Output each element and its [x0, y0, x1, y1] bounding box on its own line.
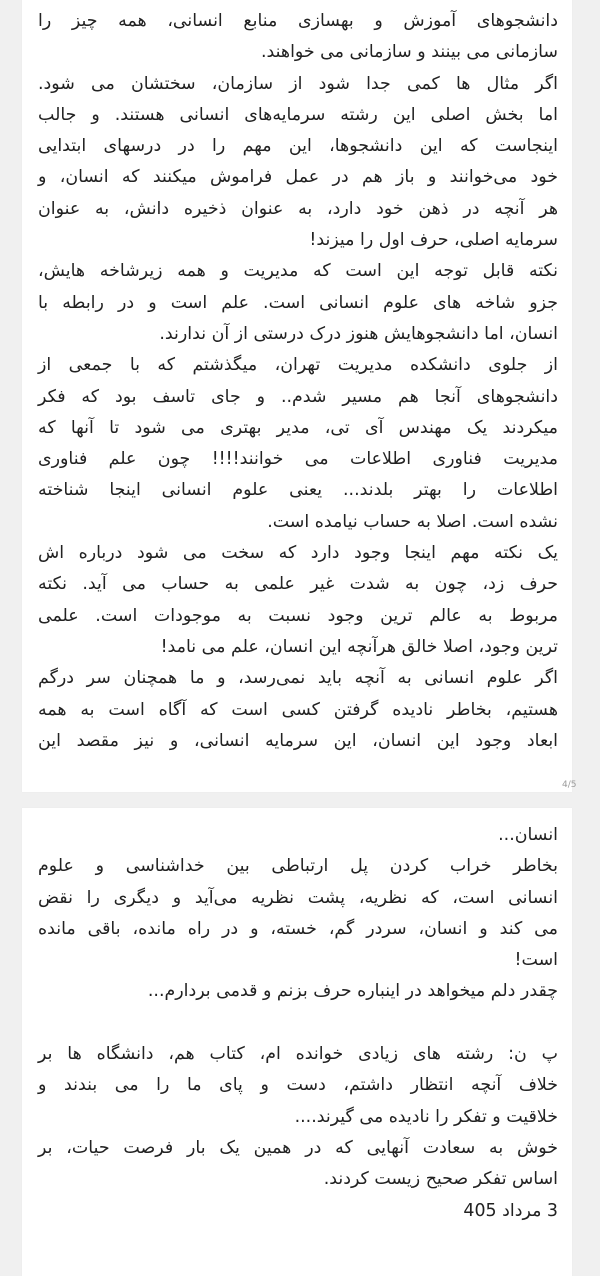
text-line: ترین وجود، اصلا خالق هرآنچه این انسان، علم می نامد!	[160, 636, 558, 657]
text-line: اینجاست که این دانشجوها، این مهم را در درسهای ابتدایی	[38, 136, 558, 157]
text-line: بخاطر خراب کردن پل ارتباطی بین خداشناسی و علوم	[38, 856, 558, 877]
text-line: چقدر دلم میخواهد در اینباره حرف بزنم و قدمی بردارم...	[147, 981, 558, 1002]
text-line: می کند و انسان، سردر گم، خسته، و در راه مانده، باقی مانده	[38, 918, 558, 939]
text-line: سازمانی می بینند و سازمانی می خواهند.	[261, 42, 558, 63]
text-line: خوش به سعادت آنهایی که در همین یک بار فرصت حیات، بر	[38, 1137, 558, 1158]
text-line: جزو شاخه های علوم انسانی است. علم است و در رابطه با	[38, 292, 558, 313]
blank-line	[38, 1008, 558, 1039]
text-line: دانشجوهای آموزش و بهسازی منابع انسانی، همه چیز را	[38, 11, 558, 31]
page-2-text-block	[38, 820, 558, 1196]
date-line: 3 مرداد 405	[463, 1200, 558, 1221]
text-line: اما بخش اصلی این رشته سرمایه‌های انسانی هستند. و جالب	[38, 104, 558, 125]
text-line: مربوط به عالم ترین وجود نسبت به موجودات است. علمی	[38, 605, 558, 626]
text-line: است!	[514, 950, 558, 971]
text-line: مدیریت فناوری اطلاعات می خوانند!!!! چون علم فناوری	[38, 449, 558, 470]
document-page-2	[22, 808, 572, 1276]
document-page-1	[22, 0, 577, 792]
text-line: اگر مثال ها کمی جدا شود از سازمان، سختشان می شود.	[38, 73, 558, 94]
text-line: هستیم، بخاطر نادیده گرفتن کسی است که آگاه است به همه	[38, 699, 558, 720]
text-line: خلاف آنچه انتظار داشتم، دست و پای ما را می بندند و	[38, 1075, 558, 1096]
text-line: انسان...	[498, 825, 558, 845]
text-line: از جلوی دانشکده مدیریت تهران، میگذشتم که با جمعی از	[38, 355, 558, 376]
text-line: انسان، اما دانشجوهایش هنوز درک درستی از آن ندارند.	[159, 323, 558, 344]
text-line: نشده است. اصلا به حساب نیامده است.	[267, 511, 558, 532]
text-line: اطلاعات را بهتر بلدند... یعنی علوم انسانی اینجا شناخته	[38, 480, 558, 501]
text-line: انسانی است، که نظریه، پشت نظریه می‌آید و دیگری را نقض	[38, 887, 558, 908]
text-line: یک نکته مهم اینجا وجود دارد که سخت می شود درباره اش	[38, 543, 558, 564]
text-line: نکته قابل توجه این است که مدیریت و همه زیرشاخه هایش،	[38, 261, 558, 282]
text-line: هر آنچه در ذهن خود دارد، به عنوان ذخیره دانش، به عنوان	[38, 198, 558, 219]
text-line: خود می‌خوانند و باز هم در عمل فراموش میکنند که انسان، و	[38, 167, 558, 188]
page-number: 4/5	[562, 780, 577, 790]
text-line: سرمایه اصلی، حرف اول را میزند!	[309, 230, 558, 251]
text-line: اساس تفکر صحیح زیست کردند.	[323, 1169, 558, 1190]
page-1-text-block	[38, 6, 558, 757]
text-line: پ ن: رشته های زیادی خوانده ام، کتاب هم، دانشگاه ها بر	[38, 1044, 558, 1065]
text-line: خلاقیت و تفکر را نادیده می گیرند....	[294, 1106, 558, 1127]
text-line: ابعاد وجود این انسان، این سرمایه انسانی، و نیز مقصد این	[38, 730, 558, 751]
text-line: میکردند یک مهندس آی تی، مدیر بهتری می شود تا آنها که	[38, 417, 558, 438]
text-line: حرف زد، چون به شدت غیر علمی به حساب می آید. نکته	[38, 574, 558, 595]
text-line: اگر علوم انسانی به آنچه باید نمی‌رسد، و ما همچنان سر درگم	[38, 668, 558, 689]
text-line: دانشجوهای آنجا هم مسیر شدم.. و جای تاسف بود که فکر	[38, 386, 558, 407]
